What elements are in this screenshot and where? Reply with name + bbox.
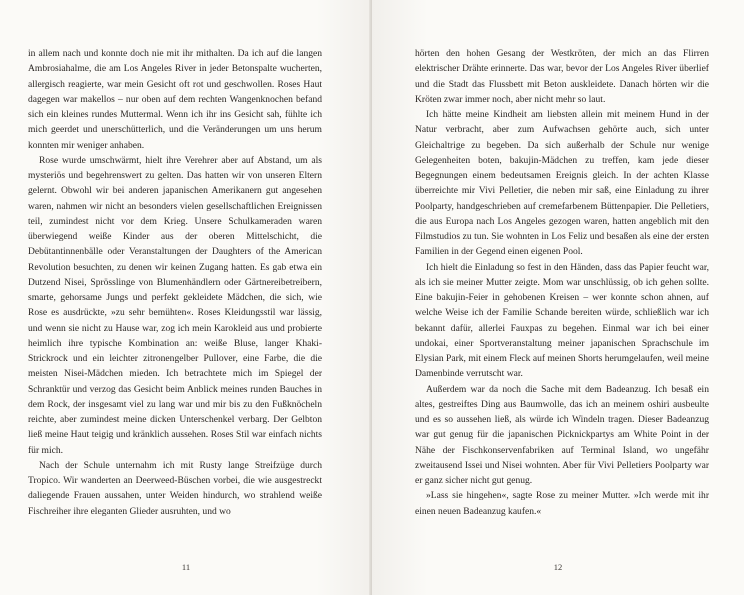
- paragraph: Rose wurde umschwärmt, hielt ihre Verehrer aber auf Abstand, um als mysteriös und begehrenswert zu gelten. Das hatten wir von unseren Eltern gelernt. Obwohl wir bei anderen japanischen Amerikanern gut angesehen waren, nahmen wir nicht an besonders vielen gesellschaftlichen Ereignissen teil, zumindest nicht vor dem Krieg. Unsere Schulkameraden waren überwiegend weiße Kinder aus der oberen Mittelschicht, die Debütantinnenbälle oder Veranstaltungen der Daughters of the American Revolution besuchten, zu denen wir keinen Zugang hatten. Es gab etwa ein Dutzend Nisei, Sprösslinge von Blumenhändlern oder Gärtnereibetreibern, smarte, gehorsame Jungs und perfekt gekleidete Mädchen, die sich, wie Rose es ausdrückte, »zu sehr bemühten«. Roses Kleidungsstil war lässig, und wenn sie nicht zu Hause war, zog ich mein Karokleid aus und probierte heimlich ihre typische Kombination an: weiße Bluse, langer Khaki-Strickrock und ein leichter zitronengelber Pullover, eine Farbe, die die meisten Nisei-Mädchen mieden. Ich betrachtete mich im Spiegel der Schranktür und verzog das Gesicht beim Anblick meines runden Bauches in dem Rock, der insgesamt viel zu lang war und mir bis zu den Fußknöcheln reichte, aber zumindest meine dicken Unterschenkel verbarg. Der Gelbton ließ meine Haut teigig und kränklich aussehen. Roses Stil war einfach nichts für mich.: [28, 154, 322, 456]
- left-page-text: [28, 46, 322, 519]
- paragraph: hörten den hohen Gesang der Westkröten, der mich an das Flirren elektrischer Drähte erinnerte. Das war, bevor der Los Angeles River überlief und die Stadt das Flussbett mit Beton auskleidete. Danach hörten wir die Kröten zwar immer noch, aber nicht mehr so laut.: [415, 48, 709, 105]
- paragraph: »Lass sie hingehen«, sagte Rose zu meiner Mutter. »Ich werde mit ihr einen neuen Badeanzug kaufen.«: [415, 490, 709, 517]
- paragraph: Nach der Schule unternahm ich mit Rusty lange Streifzüge durch Tropico. Wir wanderten an Deerweed-Büschen vorbei, die wie ausgestreckt daliegende Frauen aussahen, unter Weiden hindurch, wo strahlend weiße Fischreiher ihre eleganten Glieder ausruhten, und wo: [28, 459, 322, 517]
- paragraph: Ich hielt die Einladung so fest in den Händen, dass das Papier feucht war, als ich sie meiner Mutter zeigte. Mom war unschlüssig, ob ich gehen sollte. Eine bakujin-Feier in gehobenen Kreisen – wer konnte schon ahnen, auf welche Weise ich der Familie Schande bereiten würde, schließlich war ich bekannt dafür, allerlei Fauxpas zu begehen. Einmal war ich bei einer undokai, einer Sportveranstaltung meiner japanischen Sprachschule im Elysian Park, mit einem Fleck auf meinen Shorts herumgelaufen, weil meine Damenbinde verrutscht war.: [415, 261, 709, 380]
- paragraph: Außerdem war da noch die Sache mit dem Badeanzug. Ich besaß ein altes, gestreiftes Ding aus Baumwolle, das ich an meinem oshiri ausbeulte und es so aussehen ließ, als würde ich Windeln tragen. Dieser Badeanzug war gut genug für die japanischen Picknickpartys am White Point in der Nähe der Fischkonservenfabriken auf Terminal Island, wo ungefähr zweitausend Issei und Nisei wohnten. Aber für Vivi Pelletiers Poolparty war er ganz sicher nicht gut genug.: [415, 383, 709, 486]
- paragraph: Ich hätte meine Kindheit am liebsten allein mit meinem Hund in der Natur verbracht, aber zum Aufwachsen gehörte auch, sich unter Gleichaltrige zu begeben. Da sich außerhalb der Schule nur wenige Gelegenheiten boten, bakujin-Mädchen zu treffen, kam jede dieser Begegnungen einem bedeutsamen Ereignis gleich. In der achten Klasse überreichte mir Vivi Pelletier, die neben mir saß, eine Einladung zu ihrer Poolparty, handgeschrieben auf cremefarbenem Büttenpapier. Die Pelletiers, die aus Europa nach Los Angeles gezogen waren, hatten angeblich mit den Filmstudios zu tun. Sie wohnten in Los Feliz und besaßen als eine der ersten Familien in der Gegend einen eigenen Pool.: [415, 109, 709, 258]
- page-number: 12: [553, 562, 563, 572]
- paragraph: in allem nach und konnte doch nie mit ihr mithalten. Da ich auf die langen Ambrosiahalme, die am Los Angeles River in jeder Betonspalte wucherten, allergisch reagierte, war mein Gesicht oft rot und geschwollen. Roses Haut dagegen war makellos – nur oben auf dem rechten Wangenknochen befand sich ein kleines rundes Muttermal. Wenn ich ihr ins Gesicht sah, fühlte ich mich geerdet und unerschütterlich, und die Veränderungen um uns herum konnten mir weniger anhaben.: [28, 48, 322, 151]
- page-number: 11: [181, 562, 191, 572]
- right-page: [372, 0, 744, 595]
- right-page-text: [415, 46, 709, 519]
